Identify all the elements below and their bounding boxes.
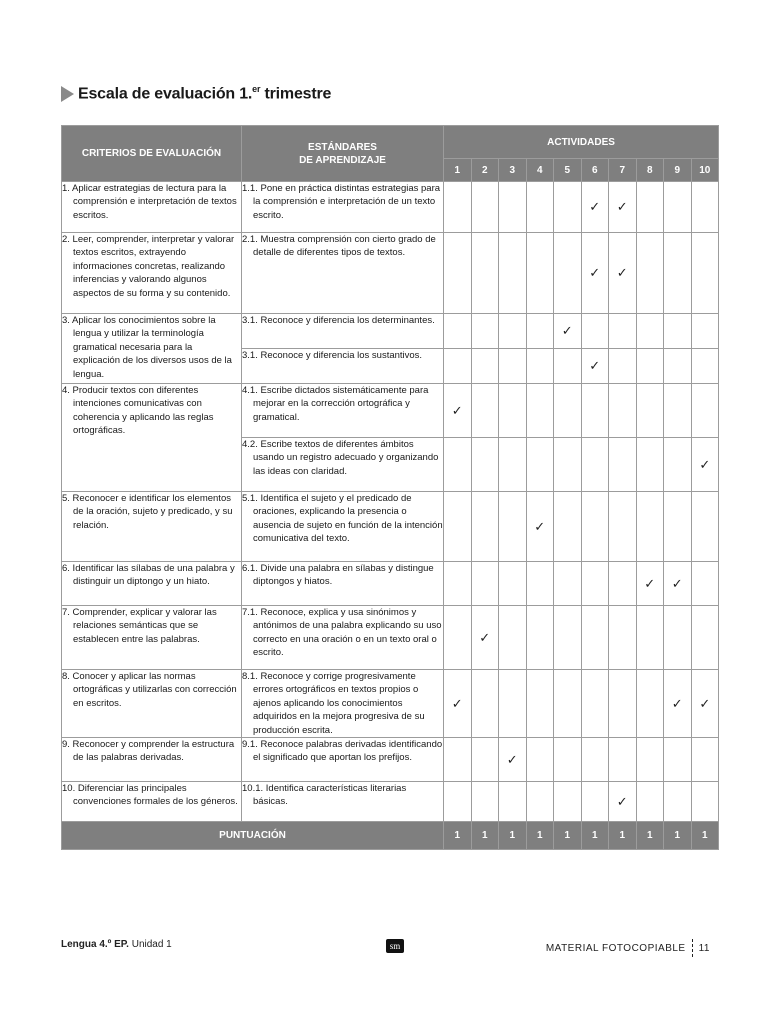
criterion-text: 6. Identificar las sílabas de una palabra y distinguir un diptongo y un hiato. <box>62 563 235 588</box>
activity-cell <box>691 314 719 349</box>
total-value: 1 <box>636 822 664 850</box>
activity-cell <box>554 670 582 738</box>
activity-cell <box>554 438 582 492</box>
activity-cell <box>664 182 692 233</box>
activity-cell <box>664 738 692 782</box>
activity-cell <box>609 182 637 233</box>
footer-separator <box>692 939 693 957</box>
activity-cell <box>581 314 609 349</box>
activity-cell <box>471 438 499 492</box>
header-estandares-line1: ESTÁNDARES <box>308 141 377 153</box>
activity-cell <box>499 782 527 822</box>
checkmark-icon: ✓ <box>699 456 711 472</box>
criterion-cell <box>62 738 242 782</box>
footer-left <box>61 939 172 950</box>
page-title <box>61 84 331 104</box>
activity-cell <box>471 314 499 349</box>
activity-cell <box>444 562 472 606</box>
table-row <box>62 182 719 233</box>
activity-cell <box>554 182 582 233</box>
activity-cell <box>526 562 554 606</box>
activity-cell <box>691 233 719 314</box>
checkmark-icon: ✓ <box>589 358 601 373</box>
footer-material-label: MATERIAL FOTOCOPIABLE <box>545 942 686 954</box>
criterion-cell <box>62 606 242 670</box>
activity-cell <box>554 782 582 822</box>
header-criterios: CRITERIOS DE EVALUACIÓN <box>62 126 242 182</box>
activity-cell <box>444 492 472 562</box>
activity-cell <box>499 349 527 384</box>
standard-cell <box>242 384 444 438</box>
activity-cell <box>499 670 527 738</box>
activity-cell <box>609 233 637 314</box>
activity-cell <box>471 606 499 670</box>
activity-cell <box>636 438 664 492</box>
title-rest: trimestre <box>260 85 332 103</box>
criterion-text: 5. Reconocer e identificar los elementos de la oración, sujeto y predicado, y su relación. <box>62 493 233 531</box>
activity-number: 9 <box>664 159 692 182</box>
activity-cell <box>691 384 719 438</box>
total-value: 1 <box>691 822 719 850</box>
activity-cell <box>636 349 664 384</box>
activity-cell <box>471 233 499 314</box>
activity-cell <box>636 182 664 233</box>
table-row <box>62 782 719 822</box>
standard-text: 8.1. Reconoce y corrige progresivamente errores ortográficos en textos propios o ajenos aplicando los conocimientos adquiridos en la mejora progresiva de su producción escrita. <box>242 671 425 736</box>
activity-cell <box>664 670 692 738</box>
activity-cell <box>636 314 664 349</box>
activity-cell <box>526 314 554 349</box>
standard-cell <box>242 349 444 384</box>
activity-cell <box>526 438 554 492</box>
page-number: 11 <box>698 942 710 954</box>
activity-cell <box>526 182 554 233</box>
checkmark-icon: ✓ <box>451 402 463 418</box>
checkmark-icon: ✓ <box>534 518 546 534</box>
activity-cell <box>609 314 637 349</box>
activity-cell <box>664 782 692 822</box>
checkmark-icon: ✓ <box>699 695 711 711</box>
activity-number: 10 <box>691 159 719 182</box>
title-superscript: er <box>252 84 261 95</box>
checkmark-icon: ✓ <box>616 199 628 214</box>
activity-cell <box>499 738 527 782</box>
activity-cell <box>554 384 582 438</box>
table-row <box>62 233 719 314</box>
activity-cell <box>471 562 499 606</box>
activity-cell <box>691 182 719 233</box>
activity-cell <box>609 438 637 492</box>
activity-cell <box>609 562 637 606</box>
standard-text: 9.1. Reconoce palabras derivadas identificando el significado que aportan los prefijos. <box>242 739 443 764</box>
activity-cell <box>526 384 554 438</box>
activity-cell <box>499 562 527 606</box>
activity-cell <box>499 182 527 233</box>
activity-cell <box>664 233 692 314</box>
activity-cell <box>554 562 582 606</box>
activity-number: 8 <box>636 159 664 182</box>
total-row <box>62 822 719 850</box>
activity-cell <box>444 438 472 492</box>
table-row <box>62 562 719 606</box>
checkmark-icon: ✓ <box>506 751 518 767</box>
criterion-cell <box>62 384 242 492</box>
checkmark-icon: ✓ <box>671 575 683 591</box>
criterion-cell <box>62 670 242 738</box>
activity-cell <box>609 384 637 438</box>
activity-cell <box>581 438 609 492</box>
activity-cell <box>691 606 719 670</box>
activity-cell <box>664 314 692 349</box>
header-estandares-line2: DE APRENDIZAJE <box>299 154 386 166</box>
total-value: 1 <box>554 822 582 850</box>
activity-cell <box>471 384 499 438</box>
activity-cell <box>636 738 664 782</box>
checkmark-icon: ✓ <box>451 695 463 711</box>
checkmark-icon: ✓ <box>644 575 656 591</box>
standard-cell <box>242 492 444 562</box>
activity-cell <box>526 738 554 782</box>
standard-cell <box>242 233 444 314</box>
checkmark-icon: ✓ <box>616 265 628 280</box>
activity-cell <box>554 738 582 782</box>
activity-cell <box>609 492 637 562</box>
criterion-text: 8. Conocer y aplicar las normas ortográficas y utilizarlas con corrección en escritos. <box>62 671 237 709</box>
activity-cell <box>526 782 554 822</box>
criterion-text: 4. Producir textos con diferentes intenciones comunicativas con coherencia y aplicando las reglas ortográficas. <box>62 385 214 437</box>
activity-cell <box>471 738 499 782</box>
activity-cell <box>636 562 664 606</box>
standard-text: 7.1. Reconoce, explica y usa sinónimos y antónimos de una palabra explicando su uso correcto en una oración o en un texto oral o escrito. <box>242 607 442 659</box>
standard-text: 4.2. Escribe textos de diferentes ámbitos usando un registro adecuado y organizando las ideas con claridad. <box>242 439 439 477</box>
checkmark-icon: ✓ <box>561 323 573 338</box>
activity-cell <box>444 233 472 314</box>
activity-cell <box>554 492 582 562</box>
criterion-text: 9. Reconocer y comprender la estructura de las palabras derivadas. <box>62 739 235 764</box>
activity-cell <box>664 606 692 670</box>
activity-cell <box>664 384 692 438</box>
standard-cell <box>242 738 444 782</box>
activity-cell <box>554 233 582 314</box>
activity-number: 3 <box>499 159 527 182</box>
activity-cell <box>581 182 609 233</box>
activity-cell <box>554 314 582 349</box>
activity-cell <box>691 738 719 782</box>
activity-cell <box>664 438 692 492</box>
activity-cell <box>471 670 499 738</box>
activity-cell <box>471 349 499 384</box>
activity-cell <box>581 233 609 314</box>
table-row <box>62 738 719 782</box>
standard-text: 5.1. Identifica el sujeto y el predicado de oraciones, explicando la presencia o ausencia de sujeto en función de la intención comunicativa del texto. <box>242 493 443 545</box>
activity-cell <box>664 349 692 384</box>
activity-cell <box>499 438 527 492</box>
criterion-cell <box>62 182 242 233</box>
table-row <box>62 670 719 738</box>
activity-number: 6 <box>581 159 609 182</box>
activity-number: 1 <box>444 159 472 182</box>
total-value: 1 <box>609 822 637 850</box>
total-value: 1 <box>471 822 499 850</box>
activity-cell <box>444 670 472 738</box>
activity-cell <box>664 492 692 562</box>
checkmark-icon: ✓ <box>589 265 601 280</box>
standard-cell <box>242 782 444 822</box>
activity-cell <box>636 384 664 438</box>
standard-cell <box>242 182 444 233</box>
standard-cell <box>242 606 444 670</box>
activity-cell <box>609 782 637 822</box>
footer-subject: Lengua 4.º EP. <box>61 939 129 950</box>
activity-cell <box>664 562 692 606</box>
evaluation-table <box>61 125 719 850</box>
activity-cell <box>444 182 472 233</box>
activity-cell <box>526 349 554 384</box>
activity-cell <box>581 562 609 606</box>
activity-cell <box>526 606 554 670</box>
activity-cell <box>691 438 719 492</box>
total-value: 1 <box>664 822 692 850</box>
activity-cell <box>581 384 609 438</box>
header-actividades: ACTIVIDADES <box>444 126 719 159</box>
activity-cell <box>691 562 719 606</box>
activity-cell <box>471 492 499 562</box>
activity-cell <box>444 384 472 438</box>
checkmark-icon: ✓ <box>671 695 683 711</box>
activity-cell <box>636 492 664 562</box>
criterion-cell <box>62 233 242 314</box>
total-value: 1 <box>581 822 609 850</box>
standard-text: 10.1. Identifica características literarias básicas. <box>242 783 407 808</box>
activity-cell <box>471 182 499 233</box>
activity-cell <box>499 492 527 562</box>
activity-cell <box>554 349 582 384</box>
table-row <box>62 492 719 562</box>
checkmark-icon: ✓ <box>589 199 601 214</box>
checkmark-icon: ✓ <box>616 793 628 809</box>
criterion-text: 10. Diferenciar las principales convenciones formales de los géneros. <box>62 783 238 808</box>
activity-cell <box>636 233 664 314</box>
activity-cell <box>691 670 719 738</box>
activity-cell <box>526 492 554 562</box>
header-estandares <box>242 126 444 182</box>
activity-cell <box>471 782 499 822</box>
standard-text: 1.1. Pone en práctica distintas estrategias para la comprensión e interpretación de un texto escrito. <box>242 183 441 221</box>
activity-cell <box>609 349 637 384</box>
activity-cell <box>554 606 582 670</box>
activity-cell <box>526 670 554 738</box>
standard-cell <box>242 314 444 349</box>
activity-cell <box>609 606 637 670</box>
standard-text: 3.1. Reconoce y diferencia los determinantes. <box>242 315 435 326</box>
standard-text: 3.1. Reconoce y diferencia los sustantivos. <box>242 350 423 361</box>
criterion-text: 7. Comprender, explicar y valorar las relaciones semánticas que se establecen entre las palabras. <box>62 607 217 645</box>
footer-unit: Unidad 1 <box>128 939 172 950</box>
total-value: 1 <box>526 822 554 850</box>
activity-cell <box>581 670 609 738</box>
activity-cell <box>581 738 609 782</box>
standard-text: 4.1. Escribe dictados sistemáticamente para mejorar en la corrección ortográfica y gramatical. <box>242 385 429 423</box>
criterion-text: 2. Leer, comprender, interpretar y valorar textos escritos, extrayendo informaciones concretas, realizando inferencias y valorando algunos aspectos de su forma y su contenido. <box>62 234 235 299</box>
activity-cell <box>581 606 609 670</box>
total-value: 1 <box>444 822 472 850</box>
activity-cell <box>499 314 527 349</box>
activity-cell <box>581 492 609 562</box>
activity-cell <box>499 384 527 438</box>
activity-cell <box>444 782 472 822</box>
total-label: PUNTUACIÓN <box>62 822 444 850</box>
table-row <box>62 384 719 438</box>
activity-number: 5 <box>554 159 582 182</box>
criterion-cell <box>62 492 242 562</box>
footer-right <box>546 939 710 957</box>
activity-cell <box>691 349 719 384</box>
criterion-text: 1. Aplicar estrategias de lectura para la comprensión e interpretación de textos escritos. <box>62 183 237 221</box>
activity-cell <box>444 349 472 384</box>
activity-number: 7 <box>609 159 637 182</box>
title-main: Escala de evaluación 1. <box>78 85 253 103</box>
standard-cell <box>242 438 444 492</box>
activity-cell <box>691 492 719 562</box>
activity-cell <box>609 670 637 738</box>
activity-cell <box>581 782 609 822</box>
activity-cell <box>526 233 554 314</box>
checkmark-icon: ✓ <box>479 629 491 645</box>
activity-cell <box>581 349 609 384</box>
criterion-text: 3. Aplicar los conocimientos sobre la lengua y utilizar la terminología gramatical necesaria para la explicación de los diversos usos de la lengua. <box>62 315 232 380</box>
activity-number: 4 <box>526 159 554 182</box>
criterion-cell <box>62 314 242 384</box>
table-row <box>62 314 719 349</box>
activity-cell <box>444 606 472 670</box>
activity-cell <box>691 782 719 822</box>
triangle-bullet-icon <box>61 86 74 102</box>
standard-text: 6.1. Divide una palabra en sílabas y distingue diptongos y hiatos. <box>242 563 434 588</box>
criterion-cell <box>62 562 242 606</box>
standard-cell <box>242 562 444 606</box>
standard-cell <box>242 670 444 738</box>
sm-logo: sm <box>386 939 404 953</box>
activity-cell <box>609 738 637 782</box>
total-value: 1 <box>499 822 527 850</box>
criterion-cell <box>62 782 242 822</box>
standard-text: 2.1. Muestra comprensión con cierto grado de detalle de diferentes tipos de textos. <box>242 234 436 259</box>
activity-number: 2 <box>471 159 499 182</box>
activity-cell <box>444 738 472 782</box>
table-row <box>62 606 719 670</box>
activity-cell <box>444 314 472 349</box>
activity-cell <box>636 782 664 822</box>
activity-cell <box>636 670 664 738</box>
activity-cell <box>499 233 527 314</box>
activity-cell <box>499 606 527 670</box>
activity-cell <box>636 606 664 670</box>
